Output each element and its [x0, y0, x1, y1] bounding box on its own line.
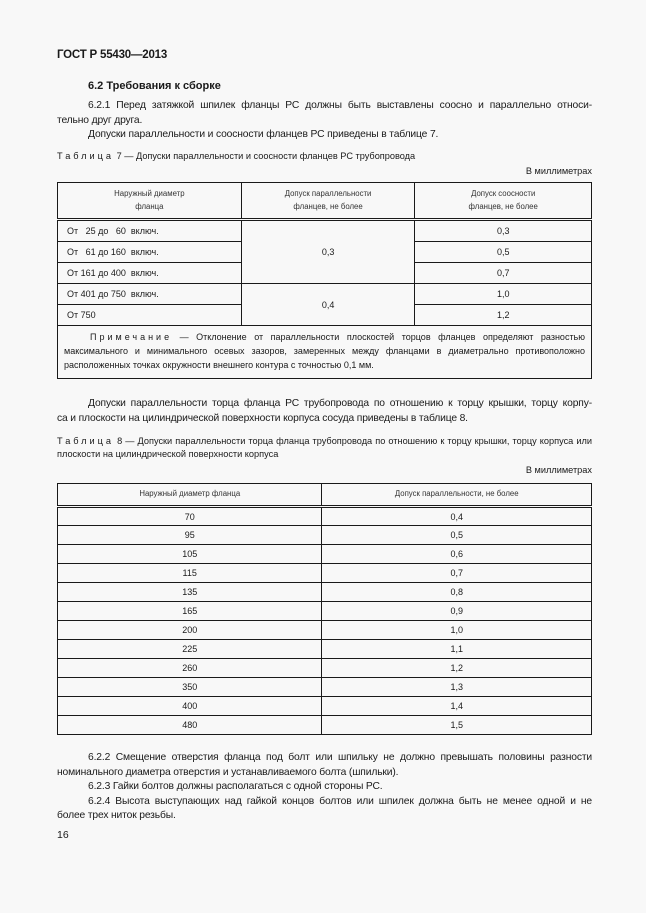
paragraph-text: 6.2.3 Гайки болтов должны располагаться с одной стороны РС.	[88, 781, 383, 792]
cell-parallel: 0,8	[322, 583, 592, 602]
cell-diameter: 165	[58, 602, 322, 621]
cell-parallel: 1,0	[322, 621, 592, 640]
cell-parallel: 1,2	[322, 659, 592, 678]
cell-parallel: 0,4	[241, 284, 415, 326]
paragraph-text: 6.2.4 Высота выступающих над гайкой концов болтов или шпилек должна быть не менее одной и не	[88, 795, 592, 807]
table-row	[58, 697, 592, 716]
table8-header-parallel: Допуск параллельности, не более	[322, 484, 592, 507]
note-label: Примечание	[90, 332, 173, 342]
table-row	[58, 678, 592, 697]
cell-diameter: 350	[58, 678, 322, 697]
table8	[57, 483, 592, 735]
cell-diameter: 225	[58, 640, 322, 659]
table7-header-coaxial: Допуск соосности фланцев, не более	[415, 183, 592, 220]
table-row	[58, 621, 592, 640]
cell-coaxial: 0,7	[415, 263, 592, 284]
paragraph-6-2-1	[57, 99, 592, 143]
cell-coaxial: 0,3	[415, 220, 592, 242]
paragraph-table8-intro	[57, 397, 592, 426]
cell-diameter: 70	[58, 507, 322, 526]
cell-diameter: 115	[58, 564, 322, 583]
note-text: — Отклонение от параллельности плоскостей торцов фланцев определяют разностью максимального и минимального осевых зазоров, замеренных между фланцами в диаметрально противоположно расположенных точках окружности внешнего контура с точностью 0,1 мм.	[64, 332, 585, 370]
paragraph-text: более трех ниток резьбы.	[57, 810, 176, 821]
cell-diameter: 135	[58, 583, 322, 602]
paragraph-text: Допуски параллельности и соосности фланцев РС приведены в таблице 7.	[88, 129, 439, 140]
cell-diameter: 480	[58, 716, 322, 735]
table7-header-row	[58, 183, 592, 220]
paragraph-text: са и плоскости на цилиндрической поверхности корпуса сосуда приведены в таблице 8.	[57, 412, 468, 424]
cell-coaxial: 1,0	[415, 284, 592, 305]
caption-label: Таблица	[57, 151, 115, 161]
table7-header-diameter: Наружный диаметр фланца	[58, 183, 242, 220]
table8-header-diameter: Наружный диаметр фланца	[58, 484, 322, 507]
cell-parallel: 0,4	[322, 507, 592, 526]
cell-parallel: 0,9	[322, 602, 592, 621]
table-row	[58, 640, 592, 659]
cell-diameter: 200	[58, 621, 322, 640]
cell-diameter: От 161 до 400 включ.	[58, 263, 242, 284]
table7-note-row	[58, 326, 592, 379]
cell-parallel: 1,5	[322, 716, 592, 735]
table-row	[58, 284, 592, 305]
table-row	[58, 583, 592, 602]
table7	[57, 182, 592, 379]
cell-parallel: 0,6	[322, 545, 592, 564]
cell-diameter: 260	[58, 659, 322, 678]
caption-text: 8 — Допуски параллельности торца фланца трубопровода по отношению к торцу крышки, торцу корпуса или плоскости на цилиндрической поверхности корпуса	[57, 436, 592, 459]
paragraph-text: Допуски параллельности торца фланца РС трубопровода по отношению к торцу крышки, торцу корпу-	[88, 398, 592, 409]
table8-units: В миллиметрах	[525, 465, 592, 475]
page-number: 16	[57, 829, 69, 841]
table-row	[58, 716, 592, 735]
caption-label: Таблица	[57, 436, 115, 446]
cell-parallel: 0,5	[322, 526, 592, 545]
cell-parallel: 1,4	[322, 697, 592, 716]
table-row	[58, 507, 592, 526]
caption-text: 7 — Допуски параллельности и соосности фланцев РС трубопровода	[116, 151, 416, 161]
cell-diameter: 400	[58, 697, 322, 716]
cell-parallel: 1,3	[322, 678, 592, 697]
paragraph-text: 6.2.1 Перед затяжкой шпилек фланцы РС должны быть выставлены соосно и параллельно относи-	[88, 100, 592, 111]
paragraph-text: тельно друг друга.	[57, 114, 143, 126]
cell-diameter: От 25 до 60 включ.	[58, 220, 242, 242]
table7-units: В миллиметрах	[525, 166, 592, 176]
paragraph-text: номинального диаметра отверстия и устанавливаемого болта (шпильки).	[57, 766, 399, 778]
cell-diameter: 105	[58, 545, 322, 564]
cell-coaxial: 0,5	[415, 242, 592, 263]
table8-header-row	[58, 484, 592, 507]
table-row	[58, 545, 592, 564]
cell-coaxial: 1,2	[415, 305, 592, 326]
document-id: ГОСТ Р 55430—2013	[57, 49, 168, 61]
cell-parallel: 0,3	[241, 220, 415, 284]
table7-header-parallel: Допуск параллельности фланцев, не более	[241, 183, 415, 220]
paragraphs-6-2-2-to-6-2-4	[57, 751, 592, 824]
cell-diameter: От 750	[58, 305, 242, 326]
table7-caption	[57, 150, 592, 163]
paragraph-text: 6.2.2 Смещение отверстия фланца под болт или шпильку не должно превышать половины разности	[88, 752, 592, 763]
table8-caption	[57, 435, 592, 461]
table-row	[58, 659, 592, 678]
cell-parallel: 1,1	[322, 640, 592, 659]
table-row	[58, 564, 592, 583]
section-title: 6.2 Требования к сборке	[88, 80, 221, 92]
cell-parallel: 0,7	[322, 564, 592, 583]
cell-diameter: От 401 до 750 включ.	[58, 284, 242, 305]
table-row	[58, 602, 592, 621]
cell-diameter: 95	[58, 526, 322, 545]
cell-diameter: От 61 до 160 включ.	[58, 242, 242, 263]
table-row	[58, 220, 592, 242]
table-row	[58, 526, 592, 545]
table7-note	[58, 326, 592, 379]
